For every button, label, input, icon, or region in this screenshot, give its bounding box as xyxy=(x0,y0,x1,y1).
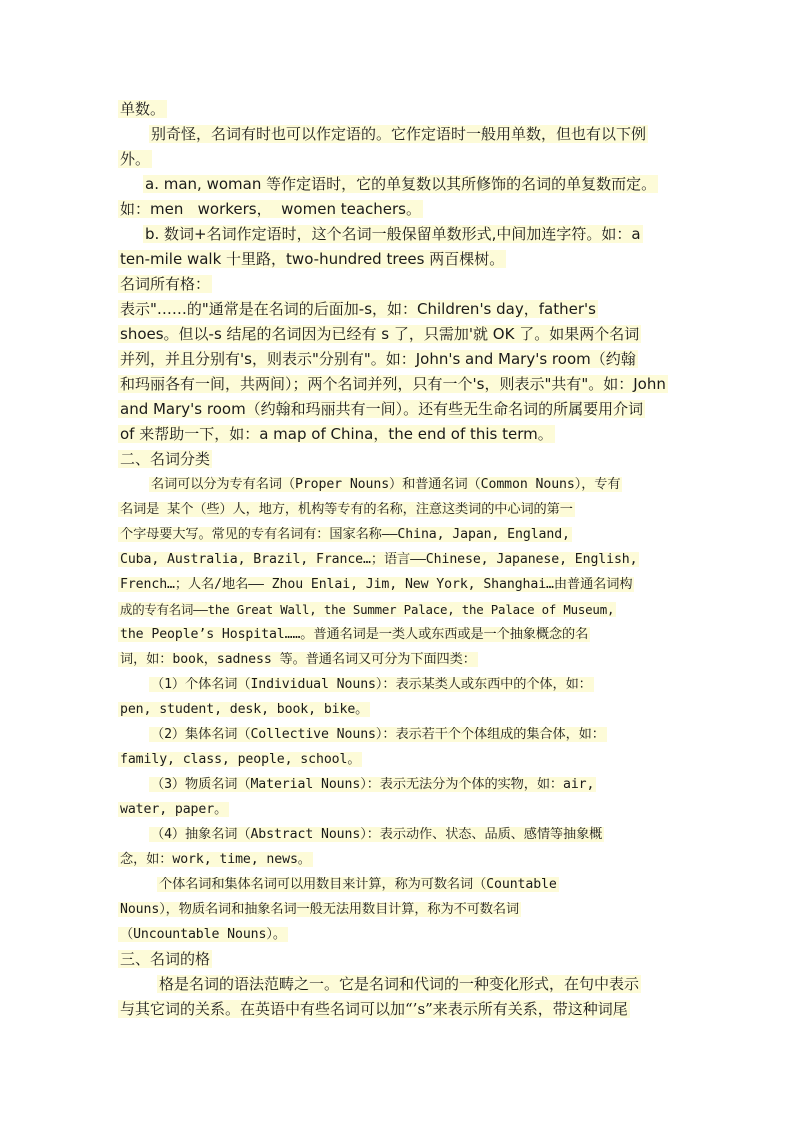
text-line xyxy=(118,199,423,220)
text-line-content: 与其它词的关系。在英语中有些名词可以加“’s”来表示所有关系，带这种词尾 xyxy=(120,1000,628,1018)
text-line-content: a. man, woman 等作定语时，它的单复数以其所修饰的名词的单复数而定。 xyxy=(145,175,657,193)
text-line xyxy=(143,174,658,195)
text-line xyxy=(118,574,634,595)
text-line-content: 表示"……的"通常是在名词的后面加-s，如：Children's day，father's xyxy=(120,300,596,318)
text-line xyxy=(118,499,575,520)
text-line xyxy=(118,449,212,470)
text-line xyxy=(118,399,645,420)
text-line-content: the People’s Hospital……。普通名词是一类人或东西或是一个抽象概念的名 xyxy=(120,627,589,642)
text-line xyxy=(118,799,229,820)
text-line xyxy=(118,549,639,570)
text-line-content: pen, student, desk, book, bike。 xyxy=(120,702,369,717)
text-line-content: 和玛丽各有一间，共两间）；两个名词并列，只有一个's，则表示"共有"。如：John xyxy=(120,375,666,393)
text-line xyxy=(118,599,616,620)
text-line xyxy=(118,699,370,720)
text-line xyxy=(149,674,594,695)
text-line-content: 成的专有名词——the Great Wall, the Summer Palace, the Palace of Museum, xyxy=(120,602,615,617)
text-line xyxy=(118,624,590,645)
text-line-content: 三、名词的格 xyxy=(120,950,211,968)
text-line xyxy=(118,749,362,770)
text-line xyxy=(157,974,641,995)
text-line xyxy=(149,474,622,495)
text-line-content: 名词是 某个（些）人，地方，机构等专有的名称，注意这类词的中心词的第一 xyxy=(120,502,573,517)
text-line xyxy=(118,349,638,370)
text-line xyxy=(118,949,212,970)
text-line-content: （4）抽象名词（Abstract Nouns）：表示动作、状态、品质、感情等抽象概 xyxy=(151,827,603,842)
text-line-content: 词，如：book，sadness 等。普通名词又可分为下面四类： xyxy=(120,652,476,667)
text-line xyxy=(149,824,604,845)
text-line-content: 念，如：work, time, news。 xyxy=(120,852,311,867)
text-line xyxy=(118,849,313,870)
text-line xyxy=(157,874,559,895)
text-line-content: （3）物质名词（Material Nouns）：表示无法分为个体的实物，如：air, xyxy=(151,777,595,792)
text-line xyxy=(118,324,641,345)
text-line-content: 个体名词和集体名词可以用数目来计算，称为可数名词（Countable xyxy=(159,877,557,892)
text-line xyxy=(118,274,212,295)
text-line-content: and Mary's room（约翰和玛丽共有一间）。还有些无生命名词的所属要用介词 xyxy=(120,400,644,418)
text-line xyxy=(118,649,478,670)
text-line-content: （1）个体名词（Individual Nouns）：表示某类人或东西中的个体，如： xyxy=(151,677,592,692)
text-line-content: Cuba, Australia, Brazil, France…；语言——Chinese, Japanese, English, xyxy=(120,552,638,567)
text-line xyxy=(143,224,643,245)
text-line xyxy=(118,149,152,170)
text-line-content: 二、名词分类 xyxy=(120,450,211,468)
text-line-content: 名词所有格： xyxy=(120,275,211,293)
text-line-content: of 来帮助一下，如：a map of China，the end of this term。 xyxy=(120,425,553,443)
text-line xyxy=(118,899,521,920)
text-line-content: （2）集体名词（Collective Nouns）：表示若干个个体组成的集合体，如： xyxy=(151,727,605,742)
text-line xyxy=(118,999,630,1020)
text-line-content: 并列，并且分别有's，则表示"分别有"。如：John's and Mary's room（约翰 xyxy=(120,350,636,368)
text-line-content: French…；人名/地名—— Zhou Enlai, Jim, New York, Shanghai…由普通名词构 xyxy=(120,577,633,592)
text-line-content: 名词可以分为专有名词（Proper Nouns）和普通名词（Common Nouns），专有 xyxy=(151,477,621,492)
text-line-content: （Uncountable Nouns）。 xyxy=(120,927,286,942)
text-line xyxy=(118,424,555,445)
text-line xyxy=(118,249,506,270)
text-line xyxy=(149,124,648,145)
text-line xyxy=(118,924,288,945)
text-line-content: ten-mile walk 十里路，two-hundred trees 两百棵树。 xyxy=(120,250,505,268)
text-line xyxy=(118,99,167,120)
text-line xyxy=(118,374,668,395)
text-line-content: 外。 xyxy=(120,150,151,168)
text-line-content: b. 数词+名词作定语时，这个名词一般保留单数形式,中间加连字符。如：a xyxy=(145,225,641,243)
text-line xyxy=(118,299,598,320)
text-line-content: shoes。但以-s 结尾的名词因为已经有 s 了，只需加'就 OK 了。如果两个名词 xyxy=(120,325,640,343)
text-line-content: family, class, people, school。 xyxy=(120,752,361,767)
text-line xyxy=(149,774,596,795)
text-line-content: 别奇怪，名词有时也可以作定语的。它作定语时一般用单数，但也有以下例 xyxy=(151,125,647,143)
text-line-content: 如：men workers， women teachers。 xyxy=(120,200,421,218)
text-line-content: 单数。 xyxy=(120,100,166,118)
text-line-content: Nouns），物质名词和抽象名词一般无法用数目计算，称为不可数名词 xyxy=(120,902,520,917)
text-line-content: 格是名词的语法范畴之一。它是名词和代词的一种变化形式，在句中表示 xyxy=(159,975,640,993)
text-line xyxy=(118,524,572,545)
text-line-content: water, paper。 xyxy=(120,802,228,817)
text-line xyxy=(149,724,607,745)
text-line-content: 个字母要大写。常见的专有名词有：国家名称——China, Japan, England, xyxy=(120,527,570,542)
